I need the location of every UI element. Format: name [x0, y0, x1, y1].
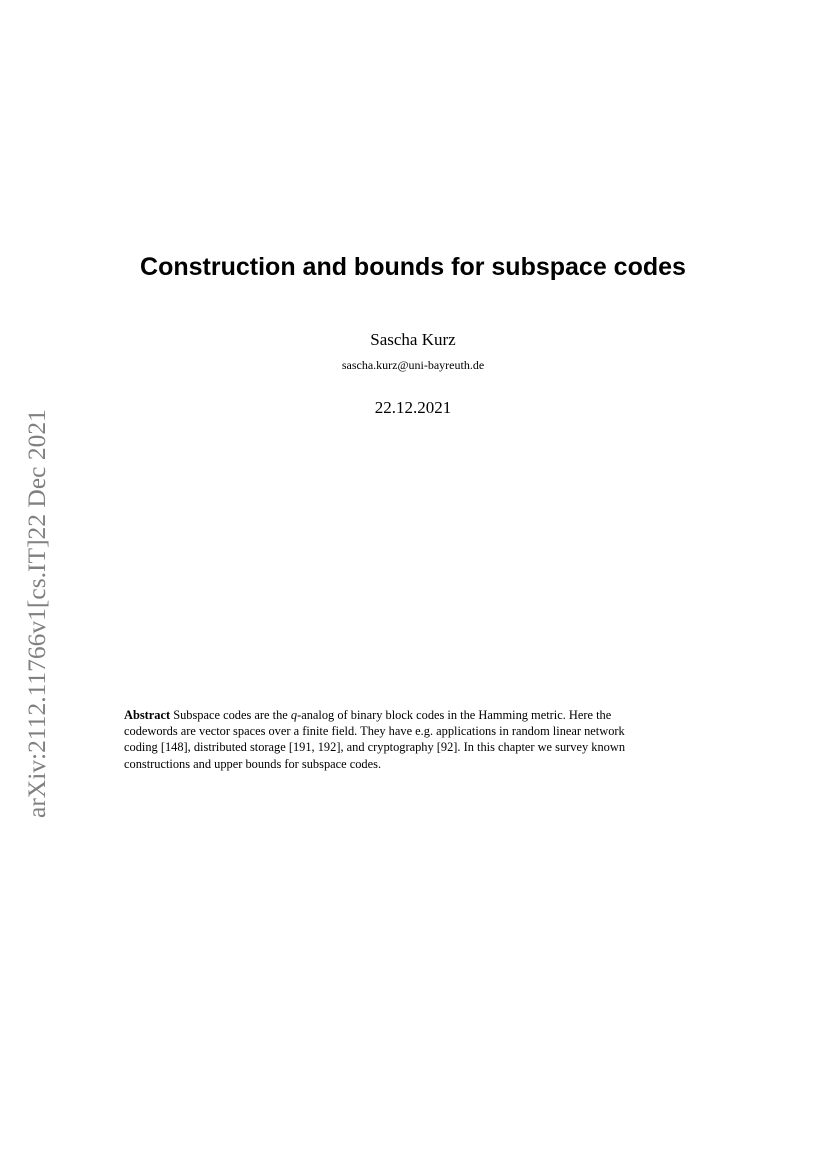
abstract-line-4: constructions and upper bounds for subspace codes.	[124, 756, 382, 771]
paper-title: Construction and bounds for subspace codes	[140, 253, 686, 281]
author-email: sascha.kurz@uni-bayreuth.de	[341, 358, 485, 372]
arxiv-id: arXiv:2112.11766v1	[22, 608, 51, 818]
abstract-variable-q: q	[290, 708, 298, 722]
paper-date: 22.12.2021	[374, 398, 452, 417]
abstract	[124, 707, 694, 772]
abstract-text-1a: Subspace codes are the	[170, 708, 291, 722]
abstract-line-3: coding [148], distributed storage [191, 192], and cryptography [92]. In this chapter we survey known	[124, 740, 626, 755]
abstract-text-1b: -analog of binary block codes in the Hamming metric. Here the	[297, 708, 612, 722]
arxiv-stamp	[20, 348, 54, 818]
arxiv-date: 22 Dec 2021	[22, 409, 51, 540]
abstract-line-2: codewords are vector spaces over a finite field. They have e.g. applications in random linear network	[124, 724, 625, 739]
abstract-line-1	[124, 707, 694, 723]
author-name: Sascha Kurz	[370, 330, 456, 349]
arxiv-category: [cs.IT]	[22, 539, 51, 609]
abstract-label: Abstract	[124, 708, 171, 722]
